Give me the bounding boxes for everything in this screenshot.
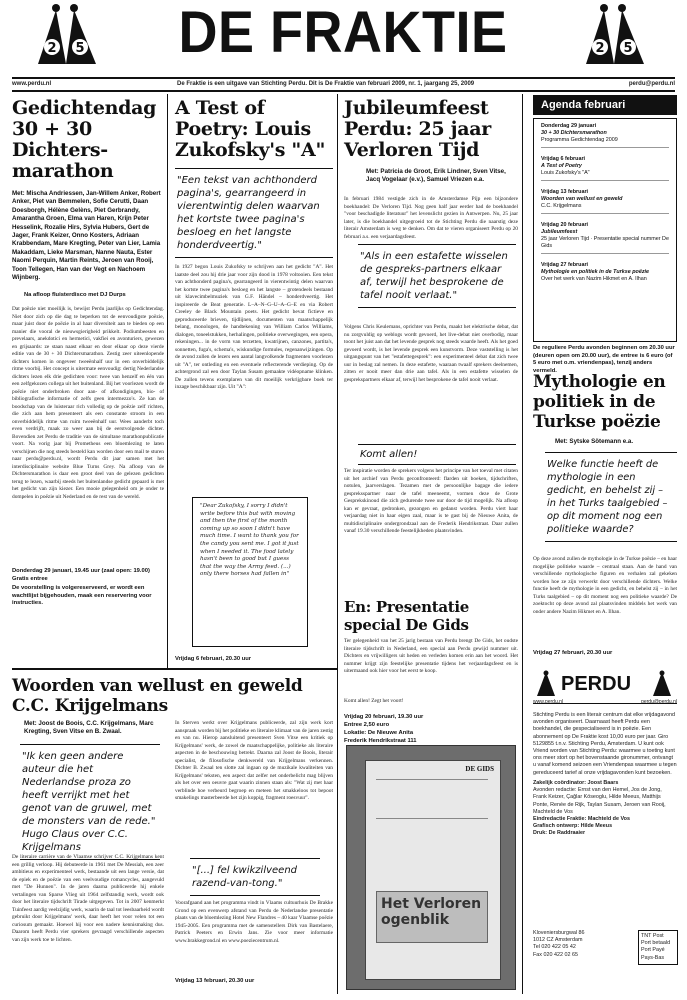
colophon-staff: Zakelijk coördinator: Joost Baars Avonden redactie: Ernst van den Hemel, Jos de Jong, Frank Keizer, Çağlar Köseoglu, Hilde Meeus, Matthijs Ponte, Renée de Rijk, Taylan Susam, Jeroen van Rooij, Machteld de Vos Eindredactie Fraktie: Machteld de Vos Grafisch ontwerp: Hilde Meeus Druk: De Raddraaier: [533, 780, 666, 837]
magazine-brand: DE GIDS: [465, 765, 494, 773]
pull-quote: "Ik ken geen andere auteur die het Nederlandse proza zo heeft verrijkt met het genot van de gruwel, met de monsters van de rede." Hugo Claus over C.C. Krijgelmans: [20, 744, 160, 860]
party-hat-icon: [535, 670, 557, 698]
article-title-gedichtendag: Gedichtendag 30 + 30 Dichters- marathon: [12, 97, 157, 182]
event-date: Vrijdag 6 februari, 20.30 uur: [175, 656, 252, 662]
article-title-mythologie: Mythologie en politiek in de Turkse poëzie: [533, 372, 666, 432]
cheer-line: Komt allen! Zegt het voort!: [344, 698, 404, 704]
cover-title: Het Verloren ogenblik: [376, 891, 488, 943]
event-date: Vrijdag 20 februari, 19.30 uur: [344, 714, 424, 720]
magazine-cover: [365, 760, 501, 980]
article-body: Op deze avond zullen de mythologie in de Turkse poëzie – en haar mogelijke politieke waarde – centraal staan. Aan de hand van verschillende mythologische figuren en verhalen zal gekeken worden hoe ze zijn verwerkt door verschillende dichters. Welke functie heeft de mythologie in een gedicht, en behelst zij – in het Turks taalgebied – op dit moment nog een politieke waarde? De zoektocht op deze avond zal plaatsvinden middels het werk van onder andere Nazim Hikmet en A. Ilhan.: [533, 556, 677, 615]
pull-quote: "Een tekst van achthonderd pagina's, gearrangeerd in vierentwintig delen waarvan het kortste twee pagina's besloeg en het langste honderdveertig.": [175, 168, 333, 258]
article-title-krijgelmans: Woorden van wellust en geweld C.C. Krijgelmans: [12, 676, 303, 716]
article-body: Ter inspiratie worden de sprekers volgens het principe van het toeval met citaten uit het archief van Perdu geconfronteerd: flarden uit boeken, tijdschriften, notulen, jaarverslagen. Tezamen met de persoonlijke bagage die iedere gespreksspartner naar de tafel meeneemt, vormen deze de Grote Gesprekskinoud die zich gedurende twee uur door de tijd mogelijk. Na afloop kan er gevraat, gedronken, gezongen en gedanst worden. Perdu viert haar verjaardag niet in haar eigen zaal, maar is te gast bij de Nieuwe Anita, de multidisciplinaire ondergrondzaal aan de Frederik Hendrikstraat. Daar zullen vanaf 19.30 verschillende feestelijkheden plaatsvinden.: [344, 468, 518, 534]
agenda-note: De reguliere Perdu avonden beginnen om 20.30 uur (deuren open om 20.00 uur), de entree is 6 euro (of 5 euro met o.m. vriendenpas), tenzij anders vermeld.: [533, 345, 675, 374]
article-body: Volgens Chris Keulemans, oprichter van Perdu, maakt het elektrische debat, dat nu zorgvuldig op weblogs wordt gevoerd, het live-debat niet overbodig, maar toont het juist aan dat het levende gesprek nog steeds waarde heeft. Als het goed gevoerd wordt, is het levende gesprek een kunstvorm. Deze vaststelling is het uitgangspunt van het "estafettegesprek": een experimenteel debat dat zich twee uur in beslag zal nemen. In deze estafette, waaraan twaalf sprekers deelnemen, zitten er nooit meer dan drie aan tafel. Als in een estafette wisselen de gesprekspartners elkaar af, terwijl het besprokene de tafel nooit verlaat.: [344, 324, 518, 383]
perdu-wordmark: PERDU: [561, 673, 632, 695]
masthead: [0, 0, 687, 78]
agenda-box: [533, 118, 677, 342]
website-link[interactable]: www.perdu.nl: [12, 81, 52, 87]
article-body: De literaire carrière van de Vlaamse schrijver C.C. Krijgelmans kent een grillig verloop. Hij debuteerde in 1961 met De Messiah, een zeer ambitieus en experimenteel werk, bestaande uit een lange versie, dat de epiek en de poëzie van een veelvoudige romancycles, aangevuld met "De Hunnen". In de jaren daarna publiceerde hij enkele vertalingen van Sparse Vlieg uit 1964 zelfstandig werk, wordt ook door het literaire tijdschrift Tirade uitgegeven. Tot in 2007 kenmerkt Tuinfeest aardig veelzijdig werk, waarin de taal tot leesbaarheid wordt gebruikt door Krijgelmans' werk, daar heeft het voor velen tot een curiosum gemaakt. Hoewel hij voor een nadere kennismaking dus. Daarom heeft Perdu vier sprekers gevraagd verschillende aspecten van zijn werk toe te lichten.: [12, 854, 164, 943]
newspaper-title: DE FRAKTIE: [178, 0, 508, 65]
article-title-jubileumfeest: Jubileumfeest Perdu: 25 jaar Verloren Tijd: [344, 97, 491, 161]
article-body: Voorafgaand aan het programma vindt in Vlaams cultuurhuis De Brakke Grond op een evenwerp afstand van Perdu de Nederlandse presentatie plaats van de bloemlezing Hotel New Flandres – 40 kaar Vlaamse poëzie 1945-2005. Een programma met de samenstellers Dirk van Bastelaere, Patrick Peeters en Erwin Jans. Zie voor meer informatie www.brakkegrond.nl en www.poeziecentrum.nl.: [175, 900, 333, 944]
article-byline: Met: Joost de Boois, C.C. Krijgelmans, Marc Kregting, Sven Vitse en B. Zwaal.: [24, 720, 154, 736]
agenda-item[interactable]: Donderdag 29 januari 30 + 30 Dichtersmarathon Programma Gedichtendag 2009: [541, 123, 669, 148]
agenda-item[interactable]: Vrijdag 27 februari Mythologie en politiek in de Turkse poëzie Over het werk van Nazim Hikmet en A. Ilhan: [541, 262, 650, 282]
perdu-logo: [533, 668, 677, 702]
party-hat-right-icon: [578, 2, 652, 72]
postage-stamp: TNT Post Port betaald Port Payé Pays-Bas: [638, 930, 678, 965]
section-rule: [12, 668, 337, 670]
website-link[interactable]: www.perdu.nl: [533, 699, 564, 705]
article-byline: Met: Sytske Sötemann e.a.: [555, 438, 634, 445]
email-link[interactable]: perdu@perdu.nl: [628, 81, 675, 87]
colophon-links: [533, 699, 677, 707]
infobar-rule: [12, 90, 675, 92]
event-address: Frederik Hendrikstraat 111: [344, 738, 417, 744]
event-entry: Entree 2,50 euro: [344, 722, 390, 728]
column-divider: [522, 94, 523, 994]
article-subtitle: Na afloop fluisterdisco met DJ Durps: [24, 292, 126, 298]
svg-text:5: 5: [75, 41, 85, 56]
article-title-de-gids: En: Presentatie special De Gids: [344, 598, 470, 634]
svg-text:2: 2: [595, 41, 605, 56]
event-note: De voorstelling is volgereserveerd, er wordt een wachtlijst bijgehouden, maak een reservering voor instructies.: [12, 585, 152, 607]
publisher-note: De Fraktie is een uitgave van Stichting Perdu. Dit is De Fraktie van februari 2009, nr. 1, jaargang 25, 2009: [177, 81, 475, 87]
svg-text:2: 2: [47, 41, 57, 56]
agenda-item[interactable]: Vrijdag 6 februari A Test of Poetry Louis Zukofsky's "A": [541, 156, 669, 181]
event-date: Donderdag 29 januari, 19.45 uur (zaal open: 19.00): [12, 568, 150, 574]
party-hat-icon: [651, 670, 673, 698]
article-body: Dat poëzie niet moeilijk is, bewijst Perdu jaarlijks op Gedichtendag. Niet door zich op die dag te beperken tot de eenvoudigste poëzie, maar juist door de poëzie in al haar diversiteit aan te bieden op een manier die vooral de nieuwsgierigheid prikkelt. Podiumbeesten en prevelaars, anekdotici en hermetici, vakfiei en avonturiers, gewezen en grijsaards: ze staan naast elkaar en door elkaar op deze vierde editie van de 30 + 30 Dichtersmarathon. Zestig zeer uiteenlopende dichters komen in ongeveer tweeënhalf uur in een onverbiddelijk ritme voorbij. Het concept is uitermate eenvoudig: dertig Nederlandse dichters lezen elk drie gedichten voor: twee van henzelf en één van een zelfgekozen collega uit het buitenland. Bij het voorlezen wordt de poëzie niet onderbroken door aan- of afkondigingen, bio- of bibliografische informatie of zelfs geen intermezzo's. Ze kan de boodschap van de luisteraar rich volledig op de poëzie zelf richten, die zich aan hem presenteert als een constante stroom in een onverbiddelijk ritme van ruim tweeënhalf uur. Wees aanderbt toch even verdrijft, maak zo weer aan bij de eerstvolgende dichter. Bovendien zet Perdu de traditie van de simultane marathonpublicatie voort. Na vorig jaar bij Prometheus een bloemlezing te laten verschijnen die nog steeds besteld kan worden door een mail te sturen naar perdu@perdu.nl, wordt Perdu dit jaar samen met het interdisciplinaire website Blue Turns Grey. Na afloop van de Dichtersmarathon is daar een groot deel van de gelezen gedichten terug te lezen, waarbij steeds het buitenlandse gedicht gepaard is met het gedicht van zijn kiezer. Een mooie gelegenheid om je onder te dompelen in poëzie uit Nederland en de rest van de wereld.: [12, 306, 164, 500]
agenda-header: Agenda februari: [533, 95, 677, 115]
agenda-item[interactable]: Vrijdag 13 februari Woorden van wellust en geweld C.C. Krijgelmans: [541, 189, 669, 214]
article-body: Ter gelegenheid van het 25 jarig bestaan van Perdu brengt De Gids, het oudste literaire tijdschrift in Nederland, een special aan Perdu gewijd nummer uit. Dichters en vrijwilligers uit heden en verleden komen erin aan het woord. Het nummer krijgt zijn feestelijke presentatie tijdens het verjaardagsfeest en is uitermaand ook hier voor het eerst te koop.: [344, 638, 518, 674]
pull-quote: "Als in een estafette wisselen de gespreks-partners elkaar af, terwijl het besprokene de tafel nooit verlaat.": [358, 244, 516, 308]
info-bar: [12, 79, 675, 89]
quoted-letter: "Dear Zukofsky, I sorry I didn't write before this but with moving and then the first of the month coming up so soon I didn't have much time. I want to thank you for the candy you sent me. I got it just when I needed it. The food lately hasn't been to good but I guess that the way the Army feed. (...) only there horses had fallen in": [192, 497, 308, 647]
column-divider: [337, 94, 338, 994]
article-body: In februari 1984 vestigde zich in de Amsterdamse Pijp een bijzondere boekhandel: De Verloren Tijd. Nog geen half jaar eerder had de boekhandel "voor beschadigde literatuur" het levenslicht gezien in Antwerpen. Nu, 25 jaar later, is die boekhandel uitgegroeid tot de Stichting Perdu die naarstig deze literair Amsterdam is weg te denken. Om dat te vieren organiseert Perdu op 20 februari a.s. een verjaardagsfeest.: [344, 196, 518, 240]
article-title-test-of-poetry: A Test of Poetry: Louis Zukofsky's "A": [175, 97, 326, 161]
column-divider: [167, 94, 168, 669]
de-gids-cover-photo: [346, 745, 516, 990]
event-date: Vrijdag 27 februari, 20.30 uur: [533, 650, 613, 656]
event-entry: Gratis entree: [12, 576, 48, 582]
section-subhead: Komt allen!: [358, 444, 516, 465]
cover-lines: [376, 779, 488, 819]
event-date: Vrijdag 13 februari, 20.30 uur: [175, 978, 255, 984]
party-hat-left-icon: [30, 2, 104, 72]
event-location: Lokatie: De Nieuwe Anita: [344, 730, 414, 736]
pull-quote: Welke functie heeft de mythologie in een gedicht, en behelst zij – in het Turks taalgebied – op dit moment nog een politieke waarde?: [545, 452, 677, 542]
article-body: In 1927 begon Louis Zukofsky te schrijven aan het gedicht "A". Het laatste deel zou hij drie jaar voor zijn dood in 1978 voltooien. Een tekst van achthonderd pagina's, gearrangeerd in vierentwintig delen waarvan het kortste twee pagina's besloeg en het langste – grotendeels bestaand uit klavecimbelmuziek van G.F. Händel – honderdveertig. Het inspireerde de Beat generatie. L–A–N–G–U–A–G–E en via Robert Creeley de Black Mountain poets. Het gedicht bevat fictieve en geproduceerde brieven, tijdlijnen, documenten van maatschappelijk belang, monologen, de handtekening van William Carlos Williams, dialogen, toneelstukken, herhalingen, politieke overwegingen, een opera, rekeningen... in de vorm van terzetten, kwatrijnen, canzones, partita's, sonnetten, fuga's, schema's, wiskundige formules, regenanwijzingen. Op de avond zullen de lezers een aantal langvolkende fragmenten voorlezen uit "A", ter ontleding en een eventuele reflecterende verdieping. Op de achtergrond zal een door Taylan Susam gemaakte vidéopname klinken. De zullen tevens exemplaren van dit moeilijk verkrijgbare boek ter inzage beschikbaar zijn. Uit "A":: [175, 264, 333, 390]
article-byline: Met: Mischa Andriessen, Jan-Willem Anker, Robert Anker, Piet van Bemmelen, Sofie Cerutti, Daan Doesborgh, Hélène Gelèns, Piet Gerbrandy, Amarantha Groen, Elma van Haren, Krijn Peter Hesselink, Rozalie Hirs, Sylvia Hubers, Gert de Jager, Frank Keizer, Onno Kosters, Adriaan Krabbendam, Mare Kregting, Peter van Lier, Lamia Makaddam, Lieke Marsman, Nanne Nauta, Ester Naomi Perquin, Martin Reints, Jeroen van Rooij, Toon Tellegen, Han van der Vegt en Nachoem Wijnberg.: [12, 190, 161, 282]
article-body: In Sterven werkt over Krijgelmans publiceerde, zal zijn werk kort aanspraak worden bij het politieke en literaire klimaat van de jaren zestig en van nu. Hierop aansluitend presenteert Sven Vitse een kritiek op Krijgelmans' werk, de zowel de maatschappelijke, politieke als literaire aspecten in de beschouwing betrekt. Daarna zal Joost de Boois, literair specialist, de filosofische denkwereld van Krijgelmans verkennen. Dichter B. Zwaal ten slotte zal ingaan op de muzikale kwaliteiten van Krijgelmans' teksten, een aspect dat zelfer net onderbelicht mag blijven als het over een oeuvre gaat waarin zinnen staan als: "Wat zij met haar verblinde hoe verbeurd begroep en meteen het smakkeloos tot bepoot smakelings masterbeerde het zijn koppig, fragment roesvuur".: [175, 720, 333, 801]
agenda-item[interactable]: Vrijdag 20 februari Jubileumfeest 25 jaar Verloren Tijd · Presentatie special nummer De Gids: [541, 222, 669, 254]
pull-quote: "[...] fel kwikzilveend razend-van-tong.": [190, 858, 320, 896]
email-link[interactable]: perdu@perdu.nl: [641, 699, 677, 705]
svg-text:5: 5: [623, 41, 633, 56]
postal-address: Kloveniersburgwal 86 1012 CZ Amsterdam Tel 020 422 05 42 Fax 020 422 02 65: [533, 930, 585, 958]
colophon-text: Stichting Perdu is een literair centrum dat elke vrijdagavond avonden organiseert. Daarnaast heeft Perdu een boekhandel, die gespecialiseerd is in poëzie. Een abonnement op De Fraktie kost 10,00 euro per jaar. Giro 5129855 t.n.v. Stichting Perdu, Amsterdam. U kunt ook Vriend worden van Stichting Perdu: waarmee u toeting kunt ons meer stort op het bovenstaande gironummer, ontvangt u vanaf komend seizoen een Vriendenpas waarmee u tegen gereduceerd tarief al onze vrijdagavonden kunt bezoeken.: [533, 712, 677, 776]
article-byline: Met: Patricia de Groot, Erik Lindner, Sven Vitse, Jacq Vogelaar (e.v.), Samuel Vriezen e.a.: [366, 168, 506, 184]
